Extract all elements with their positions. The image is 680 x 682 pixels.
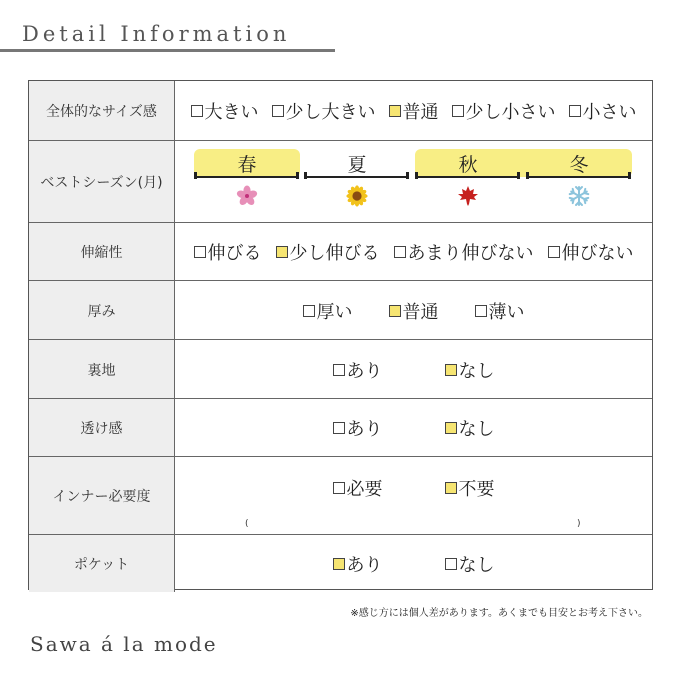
checkbox-icon	[475, 305, 487, 317]
option-item	[548, 239, 634, 265]
option-item	[445, 415, 495, 441]
checked-box-icon	[276, 246, 288, 258]
checkbox-icon	[445, 558, 457, 570]
row-label: ベストシーズン(月)	[29, 141, 175, 223]
option-label: 薄い	[488, 301, 525, 323]
option-item	[303, 298, 353, 324]
option-item	[389, 98, 439, 124]
option-label: 伸びる	[207, 243, 262, 264]
table-row	[29, 81, 652, 140]
checkbox-icon	[272, 105, 284, 117]
checked-box-icon	[389, 105, 401, 117]
season-name: 秋	[458, 154, 478, 176]
row-label: 伸縮性	[29, 223, 175, 281]
option-item	[191, 98, 259, 124]
option-label: なし	[458, 419, 495, 440]
option-label: 厚い	[316, 301, 353, 323]
option-group	[175, 281, 652, 340]
option-item	[445, 551, 495, 577]
table-row	[29, 140, 652, 223]
season-tick	[415, 172, 418, 179]
row-value	[175, 457, 652, 535]
checked-box-icon	[333, 558, 345, 570]
page-title: Detail Information	[22, 22, 291, 46]
checkbox-icon	[333, 364, 345, 376]
season-name: 春	[237, 154, 257, 176]
table-row	[29, 456, 652, 535]
checkbox-icon	[452, 105, 464, 117]
option-item	[272, 98, 376, 124]
season-tick	[517, 172, 520, 179]
option-label: 小さい	[582, 101, 637, 123]
season-name: 冬	[569, 154, 589, 176]
option-item	[445, 475, 495, 501]
season-tick	[304, 172, 307, 179]
checkbox-icon	[194, 246, 206, 258]
cherry-blossom-icon	[234, 185, 260, 212]
sunflower-icon	[344, 185, 370, 212]
row-value	[175, 223, 652, 281]
checkbox-icon	[333, 482, 345, 494]
option-label: なし	[458, 554, 495, 576]
row-label: 裏地	[29, 340, 175, 399]
option-item	[445, 357, 495, 383]
season-tick	[406, 172, 409, 179]
table-row	[29, 222, 652, 281]
option-label: あまり伸びない	[407, 243, 534, 264]
season-tick	[526, 172, 529, 179]
paren-close: )	[577, 519, 581, 529]
row-value	[175, 281, 652, 340]
option-label: 伸びない	[561, 243, 634, 264]
option-label: 少し小さい	[465, 101, 556, 123]
row-label: ポケット	[29, 535, 175, 592]
option-item	[276, 239, 380, 265]
option-group	[175, 340, 652, 399]
checked-box-icon	[445, 482, 457, 494]
checkbox-icon	[303, 305, 315, 317]
option-item	[394, 239, 534, 265]
option-item	[333, 551, 383, 577]
checkbox-icon	[548, 246, 560, 258]
option-item	[389, 298, 439, 324]
row-value	[175, 141, 652, 223]
maple-leaf-icon	[455, 185, 481, 212]
checkbox-icon	[333, 422, 345, 434]
checked-box-icon	[389, 305, 401, 317]
season-name: 夏	[347, 154, 367, 176]
option-label: 少し大きい	[285, 101, 376, 123]
option-item	[452, 98, 556, 124]
row-value	[175, 535, 652, 592]
row-value	[175, 340, 652, 399]
option-group	[175, 223, 652, 281]
table-row	[29, 280, 652, 340]
option-item	[333, 357, 383, 383]
disclaimer-note: ※感じ方には個人差があります。あくまでも目安とお考え下さい。	[350, 608, 648, 619]
detail-table	[28, 80, 653, 590]
option-label: なし	[458, 360, 495, 382]
row-label: 厚み	[29, 281, 175, 340]
table-row	[29, 534, 652, 592]
option-group	[175, 81, 652, 140]
checked-box-icon	[445, 422, 457, 434]
option-label: 普通	[402, 301, 439, 323]
option-group	[175, 535, 652, 592]
header-underline	[0, 49, 335, 52]
option-group	[175, 399, 652, 457]
snowflake-icon	[566, 185, 592, 212]
option-group	[175, 475, 652, 501]
option-label: 少し伸びる	[289, 243, 380, 264]
option-item	[194, 239, 262, 265]
checked-box-icon	[445, 364, 457, 376]
row-value	[175, 81, 652, 140]
checkbox-icon	[394, 246, 406, 258]
table-row	[29, 339, 652, 399]
row-label: 全体的なサイズ感	[29, 81, 175, 140]
season-tick	[194, 172, 197, 179]
row-value	[175, 399, 652, 457]
option-label: あり	[346, 419, 383, 440]
option-item	[569, 98, 637, 124]
option-label: 大きい	[204, 101, 259, 123]
row-label: インナー必要度	[29, 457, 175, 535]
option-label: あり	[346, 554, 383, 576]
option-label: あり	[346, 360, 383, 382]
row-label: 透け感	[29, 399, 175, 457]
option-item	[475, 298, 525, 324]
option-item	[333, 415, 383, 441]
table-row	[29, 398, 652, 457]
option-label: 普通	[402, 101, 439, 123]
option-label: 必要	[346, 479, 383, 500]
brand-logo-text: Sawa á la mode	[30, 632, 218, 656]
option-item	[333, 475, 383, 501]
option-label: 不要	[458, 479, 495, 500]
season-tick	[296, 172, 299, 179]
checkbox-icon	[569, 105, 581, 117]
checkbox-icon	[191, 105, 203, 117]
season-tick	[628, 172, 631, 179]
paren-open: (	[245, 519, 249, 529]
